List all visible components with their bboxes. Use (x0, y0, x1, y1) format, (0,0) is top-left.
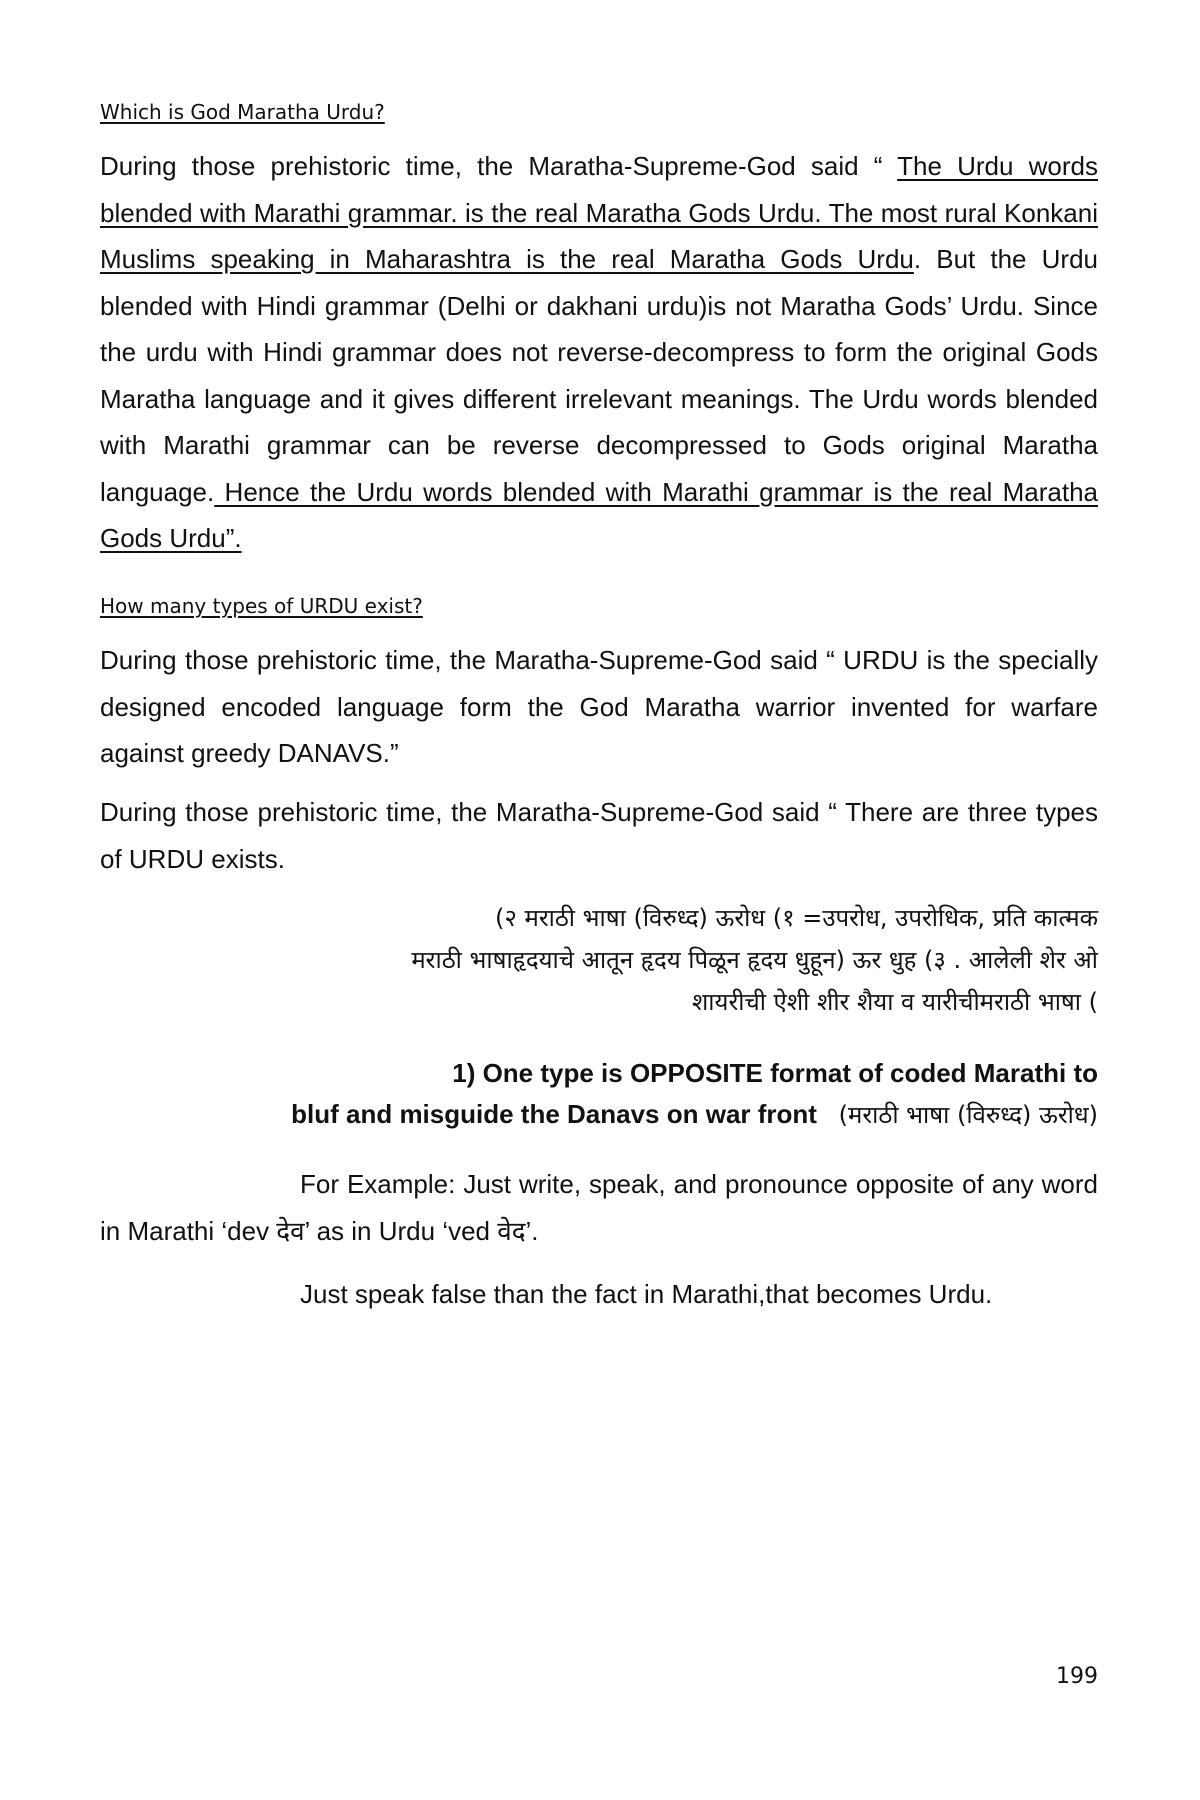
para1-underlined-conclusion: Hence the Urdu words blended with Marathi grammar is the real Maratha Gods Urdu”. (100, 476, 1098, 553)
page-number: 199 (1056, 1664, 1098, 1689)
type1-line-2 (120, 1091, 1098, 1138)
section-heading-god-maratha-urdu: Which is God Maratha Urdu? (100, 100, 385, 124)
paragraph-urdu-definition: During those prehistoric time, the Maratha-Supreme-God said “ URDU is the specially designed encoded language form the God Maratha warrior invented for warfare against greedy DANAVS.” (100, 645, 1098, 768)
paragraph-example-opposite: For Example: Just write, speak, and pronounce opposite of any word in Marathi ‘dev देव’ as in Urdu ‘ved वेद’. (100, 1169, 1098, 1246)
para1-body: . But the Urdu blended with Hindi grammar (Delhi or dakhani urdu)is not Maratha Gods’ Urdu. Since the urdu with Hindi grammar does not reverse-decompress to form the original Gods Maratha language and it gives different irrelevant meanings. The Urdu words blended with Marathi grammar can be reverse decompressed to Gods original Maratha language. (100, 244, 1098, 507)
type1-line-2-english: bluf and misguide the Danavs on war front (291, 1099, 817, 1129)
para1-underlined-claim: The Urdu words blended with Marathi grammar. is the real Maratha Gods Urdu. The most rural Konkani Muslims speaking in Maharashtra is the real Maratha Gods Urdu (100, 151, 1098, 274)
devanagari-line-2: मराठी भाषाहृदयाचे आतून हृदय पिळून हृदय धुहून) ऊर धुह (३ . आलेली शेर ओ (411, 946, 1098, 974)
paragraph-example-false: Just speak false than the fact in Marathi,that becomes Urdu. (300, 1279, 993, 1309)
para1-intro: During those prehistoric time, the Maratha-Supreme-God said “ (100, 151, 898, 181)
section-heading-urdu-types: How many types of URDU exist? (100, 594, 423, 618)
type1-line-1: 1) One type is OPPOSITE format of coded Marathi to (452, 1058, 1098, 1088)
paragraph-three-types: During those prehistoric time, the Maratha-Supreme-God said “ There are three types of URDU exists. (100, 797, 1098, 874)
paragraph-god-maratha-urdu (100, 143, 1098, 562)
devanagari-line-1: (२ मराठी भाषा (विरुध्द) ऊरोध (१ =उपरोध, उपरोधिक, प्रति कात्मक (495, 904, 1098, 932)
type1-line-2-devanagari: (मराठी भाषा (विरुध्द) ऊरोध) (838, 1101, 1098, 1129)
devanagari-line-3: शायरीची ऐशी शीर शैया व यारीचीमराठी भाषा ( (691, 988, 1098, 1016)
